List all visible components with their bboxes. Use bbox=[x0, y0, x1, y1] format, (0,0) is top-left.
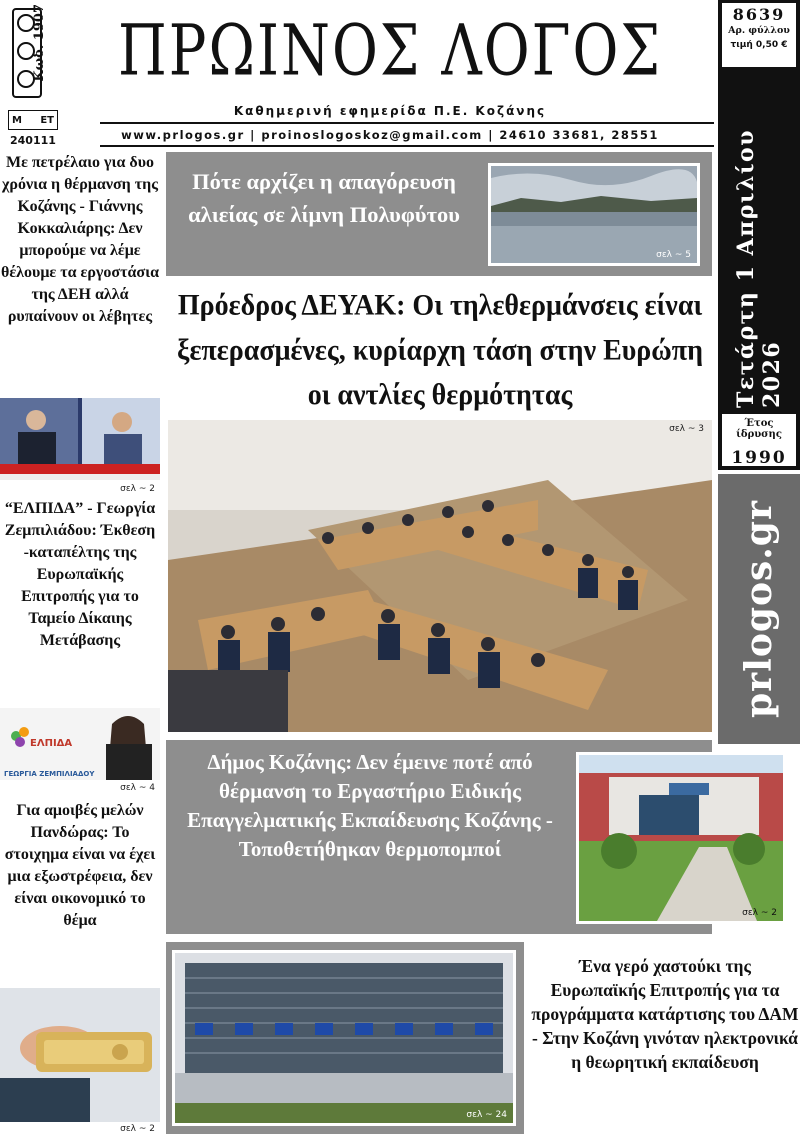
masthead-rule-top bbox=[100, 122, 714, 124]
left-story-pandora[interactable]: Για αμοιβές μελών Πανδώρας: Το στοιχημα είναι να έχει μια εξωστρέφεια, δεν είναι οικονομικό το θέμα bbox=[4, 802, 156, 929]
me-left: Μ bbox=[12, 114, 22, 126]
code-label: Κωδ. 1907 bbox=[32, 4, 47, 82]
left-story1-page: σελ ~ 2 bbox=[120, 484, 155, 494]
issue-date: Τετάρτη 1 Απριλίου 2026 bbox=[733, 129, 785, 408]
founded-year: 1990 bbox=[731, 448, 787, 468]
eu-commission-building-photo bbox=[172, 950, 516, 1126]
me-registry-box bbox=[8, 110, 58, 130]
founded-box bbox=[722, 414, 796, 466]
masthead-rule-bottom bbox=[100, 145, 714, 147]
council-meeting-photo bbox=[168, 420, 712, 732]
me-right: ΕΤ bbox=[40, 114, 54, 126]
top-story-headline[interactable]: Πότε αρχίζει η απαγόρευση αλιείας σε λίμνη Πολυφύτου bbox=[188, 169, 460, 227]
eu-story-page: σελ ~ 24 bbox=[466, 1110, 507, 1120]
money-hand-photo bbox=[0, 988, 160, 1122]
issue-number: 8639 bbox=[732, 5, 786, 24]
contact-line: www.prlogos.gr | proinoslogoskoz@gmail.com | 24610 33681, 28551 bbox=[121, 128, 659, 142]
tv-interview-photo bbox=[0, 398, 160, 480]
main-story-page: σελ ~ 3 bbox=[669, 424, 704, 434]
issue-number-label: Αρ. φύλλου bbox=[728, 25, 790, 36]
website-vertical[interactable]: prlogos.gr bbox=[718, 474, 800, 744]
issue-box bbox=[722, 3, 796, 67]
top-story-page: σελ ~ 5 bbox=[656, 250, 691, 260]
masthead-left-badges bbox=[4, 4, 62, 147]
founded-label: Έτος ίδρυσης bbox=[736, 418, 782, 440]
me-number: 240111 bbox=[10, 134, 56, 147]
newspaper-subtitle: Καθημερινή εφημερίδα Π.Ε. Κοζάνης bbox=[233, 104, 547, 118]
left-story3-page: σελ ~ 2 bbox=[120, 1124, 155, 1134]
main-story-headline[interactable]: Πρόεδρος ΔΕΥΑΚ: Οι τηλεθερμάνσεις είναι ξεπερασμένες, κυρίαρχη τάση στην Ευρώπη οι αντλίες θερμότητας bbox=[176, 289, 703, 412]
newspaper-title: ΠΡΩΙΝΟΣ ΛΟΓΟΣ bbox=[117, 10, 663, 92]
elpida-candidate-photo bbox=[0, 708, 160, 780]
eu-story-headline[interactable]: Ένα γερό χαστούκι της Ευρωπαϊκής Επιτροπής για τα προγράμματα κατάρτισης του ΔΑΜ - Στην Κοζάνη γινόταν ηλεκτρονικά η θεωρητική εκπαίδευση bbox=[531, 956, 799, 1072]
issue-price: τιμή 0,50 € bbox=[730, 40, 788, 50]
school-story-headline[interactable]: Δήμος Κοζάνης: Δεν έμεινε ποτέ από θέρμανση το Εργαστήριο Ειδικής Επαγγελματικής Εκπαίδευσης Κοζάνης - Τοποθετήθηκαν θερμοπομποί bbox=[187, 750, 553, 861]
lake-photo bbox=[488, 163, 700, 266]
left-story-elpida[interactable]: “ΕΛΠΙΔΑ” - Γεωργία Ζεμπιλιάδου: Έκθεση -καταπέλτης της Ευρωπαϊκής Επιτροπής για το Ταμείο Δίκαιης Μετάβασης bbox=[4, 500, 156, 649]
elpida-logo-text: ΕΛΠΙΔΑ bbox=[30, 738, 73, 749]
elpida-candidate-name: ΓΕΩΡΓΙΑ ΖΕΜΠΙΛΙΑΔΟΥ bbox=[4, 770, 95, 778]
left-story-heating-oil[interactable]: Με πετρέλαιο για δυο χρόνια η θέρμανση της Κοζάνης - Γιάννης Κοκκαλιάρης: Δεν μπορούμε να λέμε θέλουμε τα εργοστάσια της ΔΕΗ αλλά ρυπαίνουν οι λέβητες bbox=[0, 154, 160, 325]
left-story2-page: σελ ~ 4 bbox=[120, 783, 155, 793]
school-story-page: σελ ~ 2 bbox=[742, 908, 777, 918]
school-building-photo bbox=[576, 752, 786, 924]
